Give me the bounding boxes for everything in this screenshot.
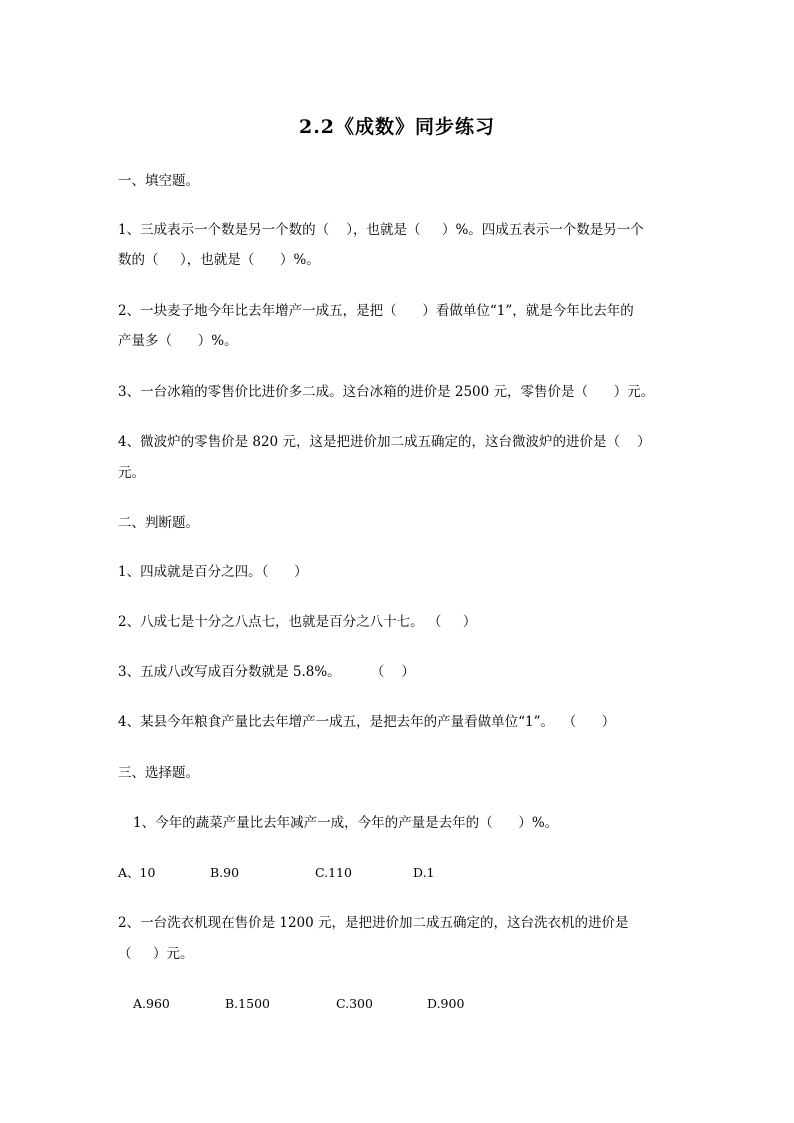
fill-blank-q4-line1: 4、微波炉的零售价是 820 元，这是把进价加二成五确定的，这台微波炉的进价是（ ） <box>118 434 651 450</box>
choice-q1-option-c: C.110 <box>315 865 352 880</box>
choice-q1: 1、今年的蔬菜产量比去年减产一成，今年的产量是去年的（ ）%。 <box>133 815 559 831</box>
choice-q1-option-b: B.90 <box>210 865 240 880</box>
choice-q2-option-d: D.900 <box>427 996 465 1011</box>
choice-q2-option-a: A.960 <box>133 996 170 1011</box>
page-title: 2.2《成数》同步练习 <box>298 116 496 138</box>
choice-q2-option-b: B.1500 <box>225 996 270 1011</box>
choice-q1-option-a: A、10 <box>118 865 156 880</box>
fill-blank-q3: 3、一台冰箱的零售价比进价多二成。这台冰箱的进价是 2500 元，零售价是（ ）元。 <box>118 384 655 400</box>
fill-blank-q1-line1: 1、三成表示一个数是另一个数的（ ），也就是（ ）%。四成五表示一个数是另一个 <box>118 222 644 238</box>
section-heading-fill-blank: 一、填空题。 <box>118 173 199 189</box>
fill-blank-q1-line2: 数的（ ），也就是（ ）%。 <box>118 252 320 268</box>
true-false-q4: 4、某县今年粮食产量比去年增产一成五，是把去年的产量看做单位“1”。 （ ） <box>118 714 616 730</box>
fill-blank-q4-line2: 元。 <box>118 465 145 481</box>
choice-q2-option-c: C.300 <box>336 996 373 1011</box>
fill-blank-q2-line2: 产量多（ ）%。 <box>118 333 238 349</box>
true-false-q1: 1、四成就是百分之四。（ ） <box>118 564 308 580</box>
true-false-q3: 3、五成八改写成百分数就是 5.8%。 （ ） <box>118 664 415 680</box>
section-heading-true-false: 二、判断题。 <box>118 515 199 531</box>
choice-q1-option-d: D.1 <box>413 865 435 880</box>
section-heading-multiple-choice: 三、选择题。 <box>118 765 199 781</box>
true-false-q2: 2、八成七是十分之八点七，也就是百分之八十七。 （ ） <box>118 614 477 630</box>
choice-q2-line1: 2、一台洗衣机现在售价是 1200 元，是把进价加二成五确定的，这台洗衣机的进价是 <box>118 915 629 931</box>
fill-blank-q2-line1: 2、一块麦子地今年比去年增产一成五，是把（ ）看做单位“1”，就是今年比去年的 <box>118 303 634 319</box>
choice-q2-line2: （ ）元。 <box>118 946 194 962</box>
